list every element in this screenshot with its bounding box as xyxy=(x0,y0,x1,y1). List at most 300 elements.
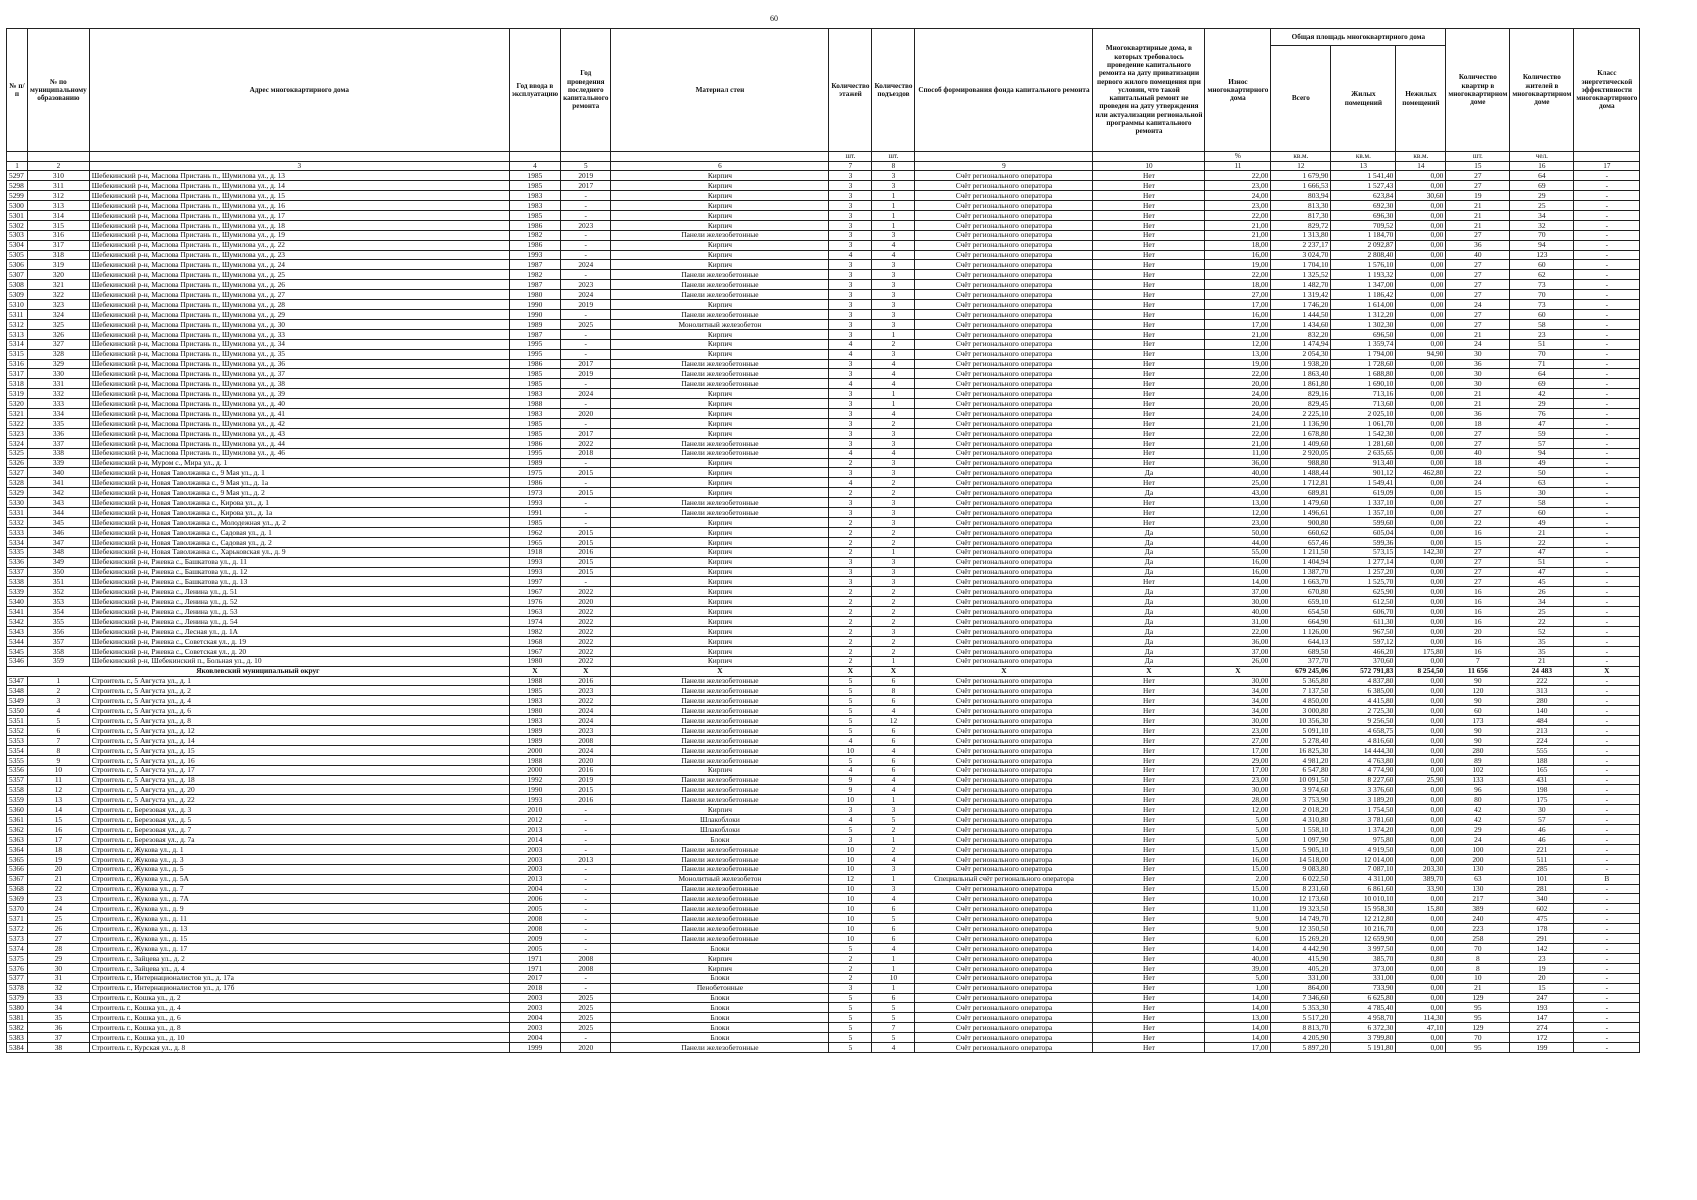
cell-repair-required: Да xyxy=(1093,646,1205,656)
cell-address: Строитель г., Жукова ул., д. 7А xyxy=(89,894,509,904)
cell-muni-no: 334 xyxy=(28,409,90,419)
cell-floors: 3 xyxy=(829,201,872,211)
cell-area-nonliving: 0,00 xyxy=(1396,458,1446,468)
table-row xyxy=(7,309,1640,319)
cell-repair-required: Нет xyxy=(1093,676,1205,686)
cell-floors: 10 xyxy=(829,844,872,854)
cell-apartments: 217 xyxy=(1446,894,1510,904)
column-number: 14 xyxy=(1396,162,1446,171)
cell-muni-no: 9 xyxy=(28,755,90,765)
cell-energy-class: - xyxy=(1574,815,1640,825)
cell-year-repair: - xyxy=(561,914,611,924)
cell-row-no: 5338 xyxy=(7,577,28,587)
cell-address: Шебекинский р-н, Новая Таволжанка с., Садовая ул., д. 2 xyxy=(89,537,509,547)
cell-year-repair: 2025 xyxy=(561,1003,611,1013)
cell-fund-method: Счёт регионального оператора xyxy=(915,587,1093,597)
table-row xyxy=(7,755,1640,765)
cell-wall-material: Шлакоблоки xyxy=(611,825,829,835)
cell-apartments: 27 xyxy=(1446,280,1510,290)
cell-address: Строитель г., Кошка ул., д. 2 xyxy=(89,993,509,1003)
cell-wear: 23,00 xyxy=(1205,775,1271,785)
cell-muni-no: 325 xyxy=(28,319,90,329)
cell-year-built: 1983 xyxy=(509,191,560,201)
cell-floors: 5 xyxy=(829,1043,872,1053)
cell-area-nonliving: 47,10 xyxy=(1396,1023,1446,1033)
header-area-nonliving: Нежилых помещений xyxy=(1396,46,1446,152)
cell-wear: 18,00 xyxy=(1205,280,1271,290)
cell-muni-no: 341 xyxy=(28,478,90,488)
cell-year-repair: - xyxy=(561,844,611,854)
cell-area-nonliving: 0,00 xyxy=(1396,973,1446,983)
cell-apartments: 36 xyxy=(1446,409,1510,419)
cell-wall-material: Кирпич xyxy=(611,389,829,399)
cell-area-living: 7 087,10 xyxy=(1331,864,1396,874)
cell-address: Строитель г., Кошка ул., д. 8 xyxy=(89,1023,509,1033)
cell-repair-required: Нет xyxy=(1093,339,1205,349)
cell-area-nonliving: 0,00 xyxy=(1396,389,1446,399)
table-row xyxy=(7,825,1640,835)
cell-apartments: 24 xyxy=(1446,300,1510,310)
cell-wear: 31,00 xyxy=(1205,617,1271,627)
column-number: 12 xyxy=(1271,162,1331,171)
cell-year-built: 2000 xyxy=(509,745,560,755)
section-year-built: X xyxy=(509,666,560,676)
cell-residents: 69 xyxy=(1510,379,1574,389)
cell-entrances: 2 xyxy=(872,597,915,607)
unit-label xyxy=(28,152,90,162)
cell-address: Шебекинский р-н, Ржевка с., Башкатова ул., д. 12 xyxy=(89,567,509,577)
cell-year-repair: - xyxy=(561,943,611,953)
cell-apartments: 16 xyxy=(1446,607,1510,617)
cell-wall-material: Кирпич xyxy=(611,963,829,973)
cell-year-built: 1982 xyxy=(509,230,560,240)
cell-area-nonliving: 0,00 xyxy=(1396,854,1446,864)
cell-area-living: 1 184,70 xyxy=(1331,230,1396,240)
cell-wear: 24,00 xyxy=(1205,389,1271,399)
cell-address: Шебекинский р-н, Маслова Пристань п., Шумилова ул., д. 36 xyxy=(89,359,509,369)
cell-entrances: 10 xyxy=(872,973,915,983)
cell-address: Строитель г., Кошка ул., д. 10 xyxy=(89,1033,509,1043)
cell-repair-required: Да xyxy=(1093,607,1205,617)
cell-apartments: 22 xyxy=(1446,518,1510,528)
cell-entrances: 2 xyxy=(872,478,915,488)
cell-year-built: 2003 xyxy=(509,1003,560,1013)
cell-repair-required: Нет xyxy=(1093,280,1205,290)
cell-repair-required: Нет xyxy=(1093,389,1205,399)
table-row xyxy=(7,210,1640,220)
cell-muni-no: 11 xyxy=(28,775,90,785)
cell-muni-no: 339 xyxy=(28,458,90,468)
cell-apartments: 21 xyxy=(1446,210,1510,220)
cell-area-total: 12 350,50 xyxy=(1271,924,1331,934)
section-area-living: 572 791,83 xyxy=(1331,666,1396,676)
cell-repair-required: Да xyxy=(1093,617,1205,627)
cell-repair-required: Нет xyxy=(1093,220,1205,230)
cell-fund-method: Счёт регионального оператора xyxy=(915,963,1093,973)
cell-residents: 47 xyxy=(1510,547,1574,557)
cell-muni-no: 332 xyxy=(28,389,90,399)
cell-row-no: 5334 xyxy=(7,537,28,547)
cell-address: Строитель г., Кошка ул., д. 6 xyxy=(89,1013,509,1023)
cell-row-no: 5367 xyxy=(7,874,28,884)
cell-apartments: 16 xyxy=(1446,646,1510,656)
cell-area-total: 3 024,70 xyxy=(1271,250,1331,260)
cell-wear: 16,00 xyxy=(1205,250,1271,260)
cell-repair-required: Нет xyxy=(1093,686,1205,696)
cell-area-living: 696,50 xyxy=(1331,329,1396,339)
cell-address: Строитель г., 5 Августа ул., д. 17 xyxy=(89,765,509,775)
cell-address: Шебекинский р-н, Маслова Пристань п., Шумилова ул., д. 28 xyxy=(89,300,509,310)
cell-wear: 22,00 xyxy=(1205,369,1271,379)
cell-area-total: 1 387,70 xyxy=(1271,567,1331,577)
cell-repair-required: Нет xyxy=(1093,924,1205,934)
cell-apartments: 240 xyxy=(1446,914,1510,924)
cell-residents: 42 xyxy=(1510,389,1574,399)
cell-muni-no: 353 xyxy=(28,597,90,607)
cell-address: Шебекинский р-н, Маслова Пристань п., Шумилова ул., д. 40 xyxy=(89,399,509,409)
cell-floors: 4 xyxy=(829,448,872,458)
cell-wall-material: Кирпич xyxy=(611,181,829,191)
header-apartments: Количество квартир в многоквартирном доме xyxy=(1446,29,1510,152)
cell-energy-class: - xyxy=(1574,389,1640,399)
cell-apartments: 40 xyxy=(1446,448,1510,458)
cell-address: Шебекинский р-н, Новая Таволжанка с., Харьковская ул., д. 9 xyxy=(89,547,509,557)
cell-area-nonliving: 0,00 xyxy=(1396,626,1446,636)
cell-area-living: 3 781,60 xyxy=(1331,815,1396,825)
cell-fund-method: Счёт регионального оператора xyxy=(915,656,1093,666)
cell-wall-material: Панели железобетонные xyxy=(611,290,829,300)
cell-row-no: 5321 xyxy=(7,409,28,419)
cell-energy-class: - xyxy=(1574,993,1640,1003)
cell-residents: 222 xyxy=(1510,676,1574,686)
cell-floors: 5 xyxy=(829,755,872,765)
cell-year-built: 2004 xyxy=(509,1013,560,1023)
header-year-repair: Год проведения последнего капитального ремонта xyxy=(561,29,611,152)
cell-residents: 291 xyxy=(1510,934,1574,944)
cell-muni-no: 19 xyxy=(28,854,90,864)
cell-row-no: 5312 xyxy=(7,319,28,329)
cell-entrances: 1 xyxy=(872,656,915,666)
cell-year-built: 2004 xyxy=(509,1033,560,1043)
cell-year-repair: - xyxy=(561,379,611,389)
cell-row-no: 5383 xyxy=(7,1033,28,1043)
cell-area-living: 370,60 xyxy=(1331,656,1396,666)
cell-fund-method: Счёт регионального оператора xyxy=(915,894,1093,904)
cell-entrances: 3 xyxy=(872,577,915,587)
cell-row-no: 5364 xyxy=(7,844,28,854)
cell-residents: 188 xyxy=(1510,755,1574,765)
cell-fund-method: Счёт регионального оператора xyxy=(915,369,1093,379)
cell-floors: 10 xyxy=(829,914,872,924)
cell-year-built: 2013 xyxy=(509,825,560,835)
cell-year-built: 1983 xyxy=(509,201,560,211)
cell-apartments: 42 xyxy=(1446,815,1510,825)
table-row xyxy=(7,706,1640,716)
cell-repair-required: Нет xyxy=(1093,577,1205,587)
cell-fund-method: Счёт регионального оператора xyxy=(915,250,1093,260)
cell-residents: 247 xyxy=(1510,993,1574,1003)
cell-area-total: 1 126,00 xyxy=(1271,626,1331,636)
column-number: 5 xyxy=(561,162,611,171)
table-row xyxy=(7,359,1640,369)
cell-floors: 10 xyxy=(829,864,872,874)
cell-energy-class: - xyxy=(1574,854,1640,864)
cell-repair-required: Да xyxy=(1093,537,1205,547)
table-row xyxy=(7,844,1640,854)
cell-entrances: 5 xyxy=(872,1003,915,1013)
cell-energy-class: - xyxy=(1574,349,1640,359)
cell-row-no: 5316 xyxy=(7,359,28,369)
cell-year-repair: 2017 xyxy=(561,359,611,369)
cell-address: Шебекинский р-н, Ржевка с., Советская ул., д. 19 xyxy=(89,636,509,646)
cell-residents: 23 xyxy=(1510,329,1574,339)
unit-label: шт. xyxy=(872,152,915,162)
cell-year-repair: - xyxy=(561,805,611,815)
cell-year-built: 1985 xyxy=(509,379,560,389)
cell-year-built: 2018 xyxy=(509,983,560,993)
cell-year-built: 2013 xyxy=(509,874,560,884)
cell-fund-method: Счёт регионального оператора xyxy=(915,389,1093,399)
cell-year-built: 1993 xyxy=(509,557,560,567)
cell-residents: 50 xyxy=(1510,468,1574,478)
cell-wear: 43,00 xyxy=(1205,488,1271,498)
cell-wear: 12,00 xyxy=(1205,805,1271,815)
cell-wear: 1,00 xyxy=(1205,983,1271,993)
cell-fund-method: Счёт регионального оператора xyxy=(915,418,1093,428)
cell-energy-class: - xyxy=(1574,547,1640,557)
cell-address: Строитель г., Жукова ул., д. 1 xyxy=(89,844,509,854)
cell-energy-class: - xyxy=(1574,676,1640,686)
cell-floors: 5 xyxy=(829,1033,872,1043)
cell-apartments: 27 xyxy=(1446,428,1510,438)
table-row xyxy=(7,220,1640,230)
cell-address: Шебекинский р-н, Маслова Пристань п., Шумилова ул., д. 17 xyxy=(89,210,509,220)
cell-year-built: 1982 xyxy=(509,270,560,280)
cell-year-built: 1980 xyxy=(509,656,560,666)
cell-address: Строитель г., Курская ул., д. 8 xyxy=(89,1043,509,1053)
cell-address: Строитель г., Кошка ул., д. 4 xyxy=(89,1003,509,1013)
cell-area-total: 1 663,70 xyxy=(1271,577,1331,587)
cell-entrances: 3 xyxy=(872,230,915,240)
cell-entrances: 3 xyxy=(872,428,915,438)
cell-floors: 5 xyxy=(829,696,872,706)
cell-area-living: 913,40 xyxy=(1331,458,1396,468)
cell-muni-no: 314 xyxy=(28,210,90,220)
cell-repair-required: Нет xyxy=(1093,953,1205,963)
unit-label xyxy=(89,152,509,162)
cell-floors: 5 xyxy=(829,686,872,696)
cell-area-total: 1 679,90 xyxy=(1271,171,1331,181)
table-row xyxy=(7,904,1640,914)
cell-apartments: 173 xyxy=(1446,716,1510,726)
cell-wall-material: Кирпич xyxy=(611,567,829,577)
cell-area-nonliving: 0,00 xyxy=(1396,319,1446,329)
table-row xyxy=(7,795,1640,805)
cell-year-repair: 2022 xyxy=(561,646,611,656)
table-row xyxy=(7,983,1640,993)
cell-repair-required: Нет xyxy=(1093,191,1205,201)
cell-residents: 46 xyxy=(1510,825,1574,835)
cell-wall-material: Кирпич xyxy=(611,399,829,409)
cell-residents: 70 xyxy=(1510,349,1574,359)
cell-entrances: 6 xyxy=(872,993,915,1003)
cell-area-nonliving: 0,00 xyxy=(1396,676,1446,686)
cell-muni-no: 337 xyxy=(28,438,90,448)
cell-apartments: 27 xyxy=(1446,270,1510,280)
cell-area-nonliving: 0,00 xyxy=(1396,577,1446,587)
cell-year-repair: 2024 xyxy=(561,290,611,300)
cell-energy-class: - xyxy=(1574,418,1640,428)
cell-area-living: 1 542,30 xyxy=(1331,428,1396,438)
cell-floors: 3 xyxy=(829,399,872,409)
cell-energy-class: - xyxy=(1574,597,1640,607)
cell-entrances: 6 xyxy=(872,676,915,686)
cell-residents: 199 xyxy=(1510,1043,1574,1053)
cell-entrances: 1 xyxy=(872,874,915,884)
cell-wall-material: Панели железобетонные xyxy=(611,864,829,874)
cell-area-living: 605,04 xyxy=(1331,527,1396,537)
cell-energy-class: - xyxy=(1574,448,1640,458)
cell-muni-no: 36 xyxy=(28,1023,90,1033)
cell-apartments: 15 xyxy=(1446,488,1510,498)
column-number: 8 xyxy=(872,162,915,171)
cell-repair-required: Нет xyxy=(1093,1023,1205,1033)
cell-address: Строитель г., Жукова ул., д. 9 xyxy=(89,904,509,914)
cell-energy-class: - xyxy=(1574,607,1640,617)
cell-apartments: 21 xyxy=(1446,389,1510,399)
cell-wear: 23,00 xyxy=(1205,726,1271,736)
cell-area-nonliving: 0,00 xyxy=(1396,399,1446,409)
cell-area-nonliving: 0,00 xyxy=(1396,825,1446,835)
cell-repair-required: Да xyxy=(1093,656,1205,666)
cell-repair-required: Нет xyxy=(1093,696,1205,706)
cell-year-repair: 2015 xyxy=(561,557,611,567)
cell-address: Шебекинский р-н, Маслова Пристань п., Шумилова ул., д. 30 xyxy=(89,319,509,329)
cell-wear: 30,00 xyxy=(1205,676,1271,686)
cell-area-nonliving: 33,90 xyxy=(1396,884,1446,894)
cell-wear: 30,00 xyxy=(1205,597,1271,607)
table-row xyxy=(7,884,1640,894)
cell-repair-required: Нет xyxy=(1093,201,1205,211)
cell-address: Шебекинский р-н, Новая Таволжанка с., 9 Мая ул., д. 2 xyxy=(89,488,509,498)
cell-fund-method: Счёт регионального оператора xyxy=(915,854,1093,864)
cell-year-repair: 2019 xyxy=(561,775,611,785)
header-repair-required: Многоквартирные дома, в которых требовалось проведение капитального ремонта на дату приватизации первого жилого помещения при условии, что такой капитальный ремонт не проведен на дату утверждения или актуализации региональной программы капитального ремонта xyxy=(1093,29,1205,152)
cell-wear: 30,00 xyxy=(1205,785,1271,795)
cell-entrances: 4 xyxy=(872,894,915,904)
cell-energy-class: - xyxy=(1574,577,1640,587)
cell-floors: 3 xyxy=(829,309,872,319)
cell-repair-required: Нет xyxy=(1093,914,1205,924)
table-row xyxy=(7,587,1640,597)
cell-wear: 12,00 xyxy=(1205,508,1271,518)
cell-address: Шебекинский р-н, Маслова Пристань п., Шумилова ул., д. 43 xyxy=(89,428,509,438)
cell-area-total: 829,72 xyxy=(1271,220,1331,230)
cell-area-living: 901,12 xyxy=(1331,468,1396,478)
cell-energy-class: - xyxy=(1574,409,1640,419)
cell-area-nonliving: 0,00 xyxy=(1396,220,1446,230)
cell-row-no: 5368 xyxy=(7,884,28,894)
cell-area-total: 10 091,50 xyxy=(1271,775,1331,785)
cell-area-living: 3 997,50 xyxy=(1331,943,1396,953)
cell-year-built: 1918 xyxy=(509,547,560,557)
cell-area-nonliving: 0,00 xyxy=(1396,488,1446,498)
cell-fund-method: Счёт регионального оператора xyxy=(915,993,1093,1003)
cell-area-nonliving: 25,90 xyxy=(1396,775,1446,785)
cell-wall-material: Кирпич xyxy=(611,210,829,220)
cell-apartments: 27 xyxy=(1446,498,1510,508)
cell-wear: 34,00 xyxy=(1205,686,1271,696)
cell-area-total: 1 444,50 xyxy=(1271,309,1331,319)
cell-wear: 14,00 xyxy=(1205,1023,1271,1033)
cell-muni-no: 316 xyxy=(28,230,90,240)
cell-floors: 5 xyxy=(829,1013,872,1023)
cell-area-total: 1 704,10 xyxy=(1271,260,1331,270)
cell-wall-material: Кирпич xyxy=(611,428,829,438)
section-entrances: X xyxy=(872,666,915,676)
cell-wall-material: Блоки xyxy=(611,973,829,983)
cell-address: Шебекинский р-н, Ржевка с., Советская ул., д. 20 xyxy=(89,646,509,656)
cell-year-built: 1990 xyxy=(509,300,560,310)
cell-row-no: 5345 xyxy=(7,646,28,656)
cell-apartments: 18 xyxy=(1446,418,1510,428)
cell-year-built: 1990 xyxy=(509,309,560,319)
section-wall-material: X xyxy=(611,666,829,676)
cell-row-no: 5303 xyxy=(7,230,28,240)
cell-fund-method: Счёт регионального оператора xyxy=(915,844,1093,854)
cell-repair-required: Нет xyxy=(1093,785,1205,795)
table-row xyxy=(7,577,1640,587)
cell-row-no: 5363 xyxy=(7,835,28,845)
cell-wall-material: Кирпич xyxy=(611,617,829,627)
cell-wall-material: Кирпич xyxy=(611,626,829,636)
cell-row-no: 5342 xyxy=(7,617,28,627)
cell-area-total: 1 136,90 xyxy=(1271,418,1331,428)
cell-muni-no: 354 xyxy=(28,607,90,617)
cell-apartments: 27 xyxy=(1446,508,1510,518)
cell-energy-class: - xyxy=(1574,835,1640,845)
cell-area-nonliving: 0,00 xyxy=(1396,755,1446,765)
cell-apartments: 30 xyxy=(1446,379,1510,389)
cell-repair-required: Нет xyxy=(1093,844,1205,854)
cell-fund-method: Счёт регионального оператора xyxy=(915,240,1093,250)
cell-year-built: 1993 xyxy=(509,795,560,805)
cell-energy-class: - xyxy=(1574,171,1640,181)
cell-repair-required: Нет xyxy=(1093,983,1205,993)
cell-fund-method: Счёт регионального оператора xyxy=(915,617,1093,627)
cell-muni-no: 346 xyxy=(28,527,90,537)
cell-residents: 29 xyxy=(1510,191,1574,201)
cell-year-repair: 2022 xyxy=(561,656,611,666)
cell-area-nonliving: 0,00 xyxy=(1396,201,1446,211)
cell-address: Шебекинский р-н, Маслова Пристань п., Шумилова ул., д. 29 xyxy=(89,309,509,319)
cell-muni-no: 313 xyxy=(28,201,90,211)
cell-fund-method: Счёт регионального оператора xyxy=(915,775,1093,785)
cell-year-built: 1962 xyxy=(509,527,560,537)
cell-wear: 20,00 xyxy=(1205,399,1271,409)
cell-muni-no: 8 xyxy=(28,745,90,755)
unit-label: кв.м. xyxy=(1331,152,1396,162)
cell-year-repair: 2025 xyxy=(561,319,611,329)
cell-floors: 3 xyxy=(829,319,872,329)
cell-repair-required: Нет xyxy=(1093,230,1205,240)
cell-wear: 17,00 xyxy=(1205,300,1271,310)
cell-year-built: 1987 xyxy=(509,329,560,339)
cell-year-repair: 2024 xyxy=(561,260,611,270)
cell-residents: 23 xyxy=(1510,953,1574,963)
table-row xyxy=(7,636,1640,646)
unit-label: шт. xyxy=(1446,152,1510,162)
